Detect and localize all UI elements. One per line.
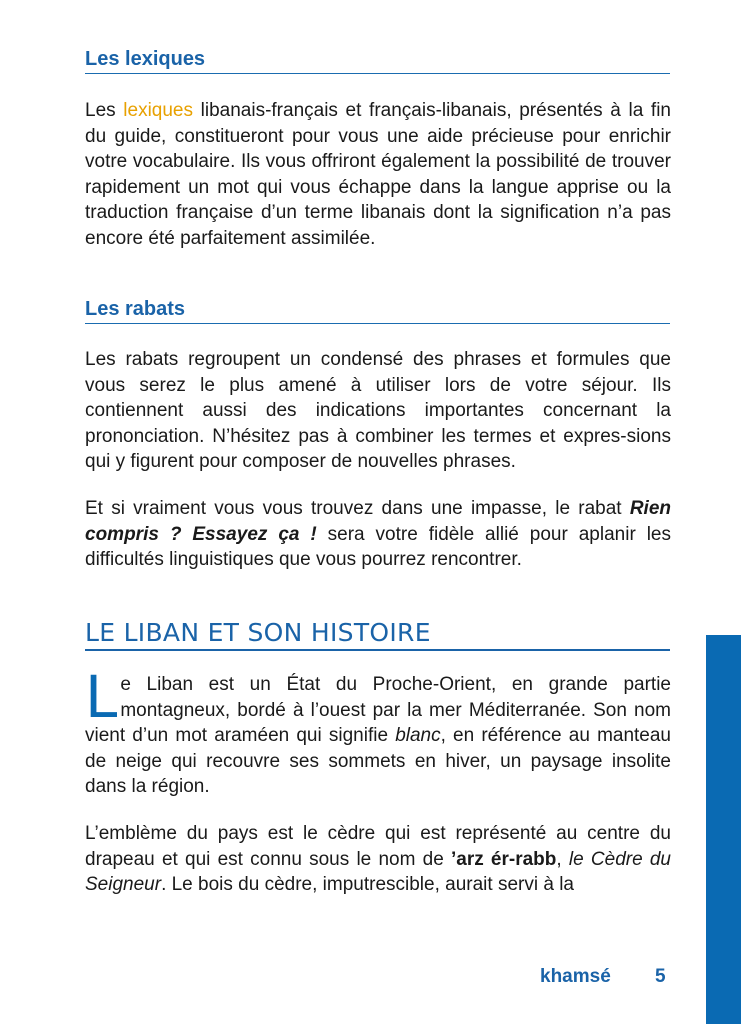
arabic-term: ’arz ér-rabb <box>450 848 557 870</box>
page-number: 5 <box>655 966 666 987</box>
chapter-thumb-tab <box>706 635 741 1024</box>
rabat-title: Rien compris ? Essayez ça ! <box>85 498 671 545</box>
paragraph-liban-1: Le Liban est un État du Proche-Orient, en grande partie montagneux, bordé à l’ouest par la mer Méditerranée. Son nom vient d’un mot araméen qui signifie blanc, en référence au manteau de neige qui recouvre ses sommets en hiver, un paysage insolite dans la région. <box>85 663 672 797</box>
chapter-title: LE LIBAN ET SON HISTOIRE <box>85 618 670 651</box>
drop-cap: L <box>85 663 118 731</box>
paragraph-rabats-1: Les rabats regroupent un condensé des phrases et formules que vous serez le plus amené à utiliser lors de votre séjour. Ils contiennent aussi des indications importantes concernant la prononciation. N’hésitez pas à combiner les termes et expres-sions qui y figurent pour composer de nouvelles phrases. <box>85 349 671 472</box>
page-number-word: khamsé <box>540 966 611 987</box>
paragraph-rabats-2: Et si vraiment vous vous trouvez dans une impasse, le rabat Rien compris ? Essayez ça ! sera votre fidèle allié pour aplanir les difficultés linguistiques que vous pourrez rencontrer. <box>85 498 671 570</box>
section-heading-lexiques: Les lexiques <box>85 47 670 74</box>
section-heading-rabats: Les rabats <box>85 297 670 324</box>
paragraph-liban-2: L’emblème du pays est le cèdre qui est représenté au centre du drapeau et qui est connu sous le nom de ’arz ér-rabb, le Cèdre du Seigneur. Le bois du cèdre, imputrescible, aurait servi à la <box>85 823 672 895</box>
highlighted-term: lexiques <box>123 100 193 121</box>
paragraph-lexiques: Les lexiques libanais-français et français-libanais, présentés à la fin du guide, constitueront pour vous une aide précieuse pour enrichir votre vocabulaire. Ils vous offriront également la possibilité de trouver rapidement un mot qui vous échappe dans la langue apprise ou la traduction française d’un terme libanais dont la signification n’a pas encore été parfaitement assimilée. <box>85 100 671 249</box>
